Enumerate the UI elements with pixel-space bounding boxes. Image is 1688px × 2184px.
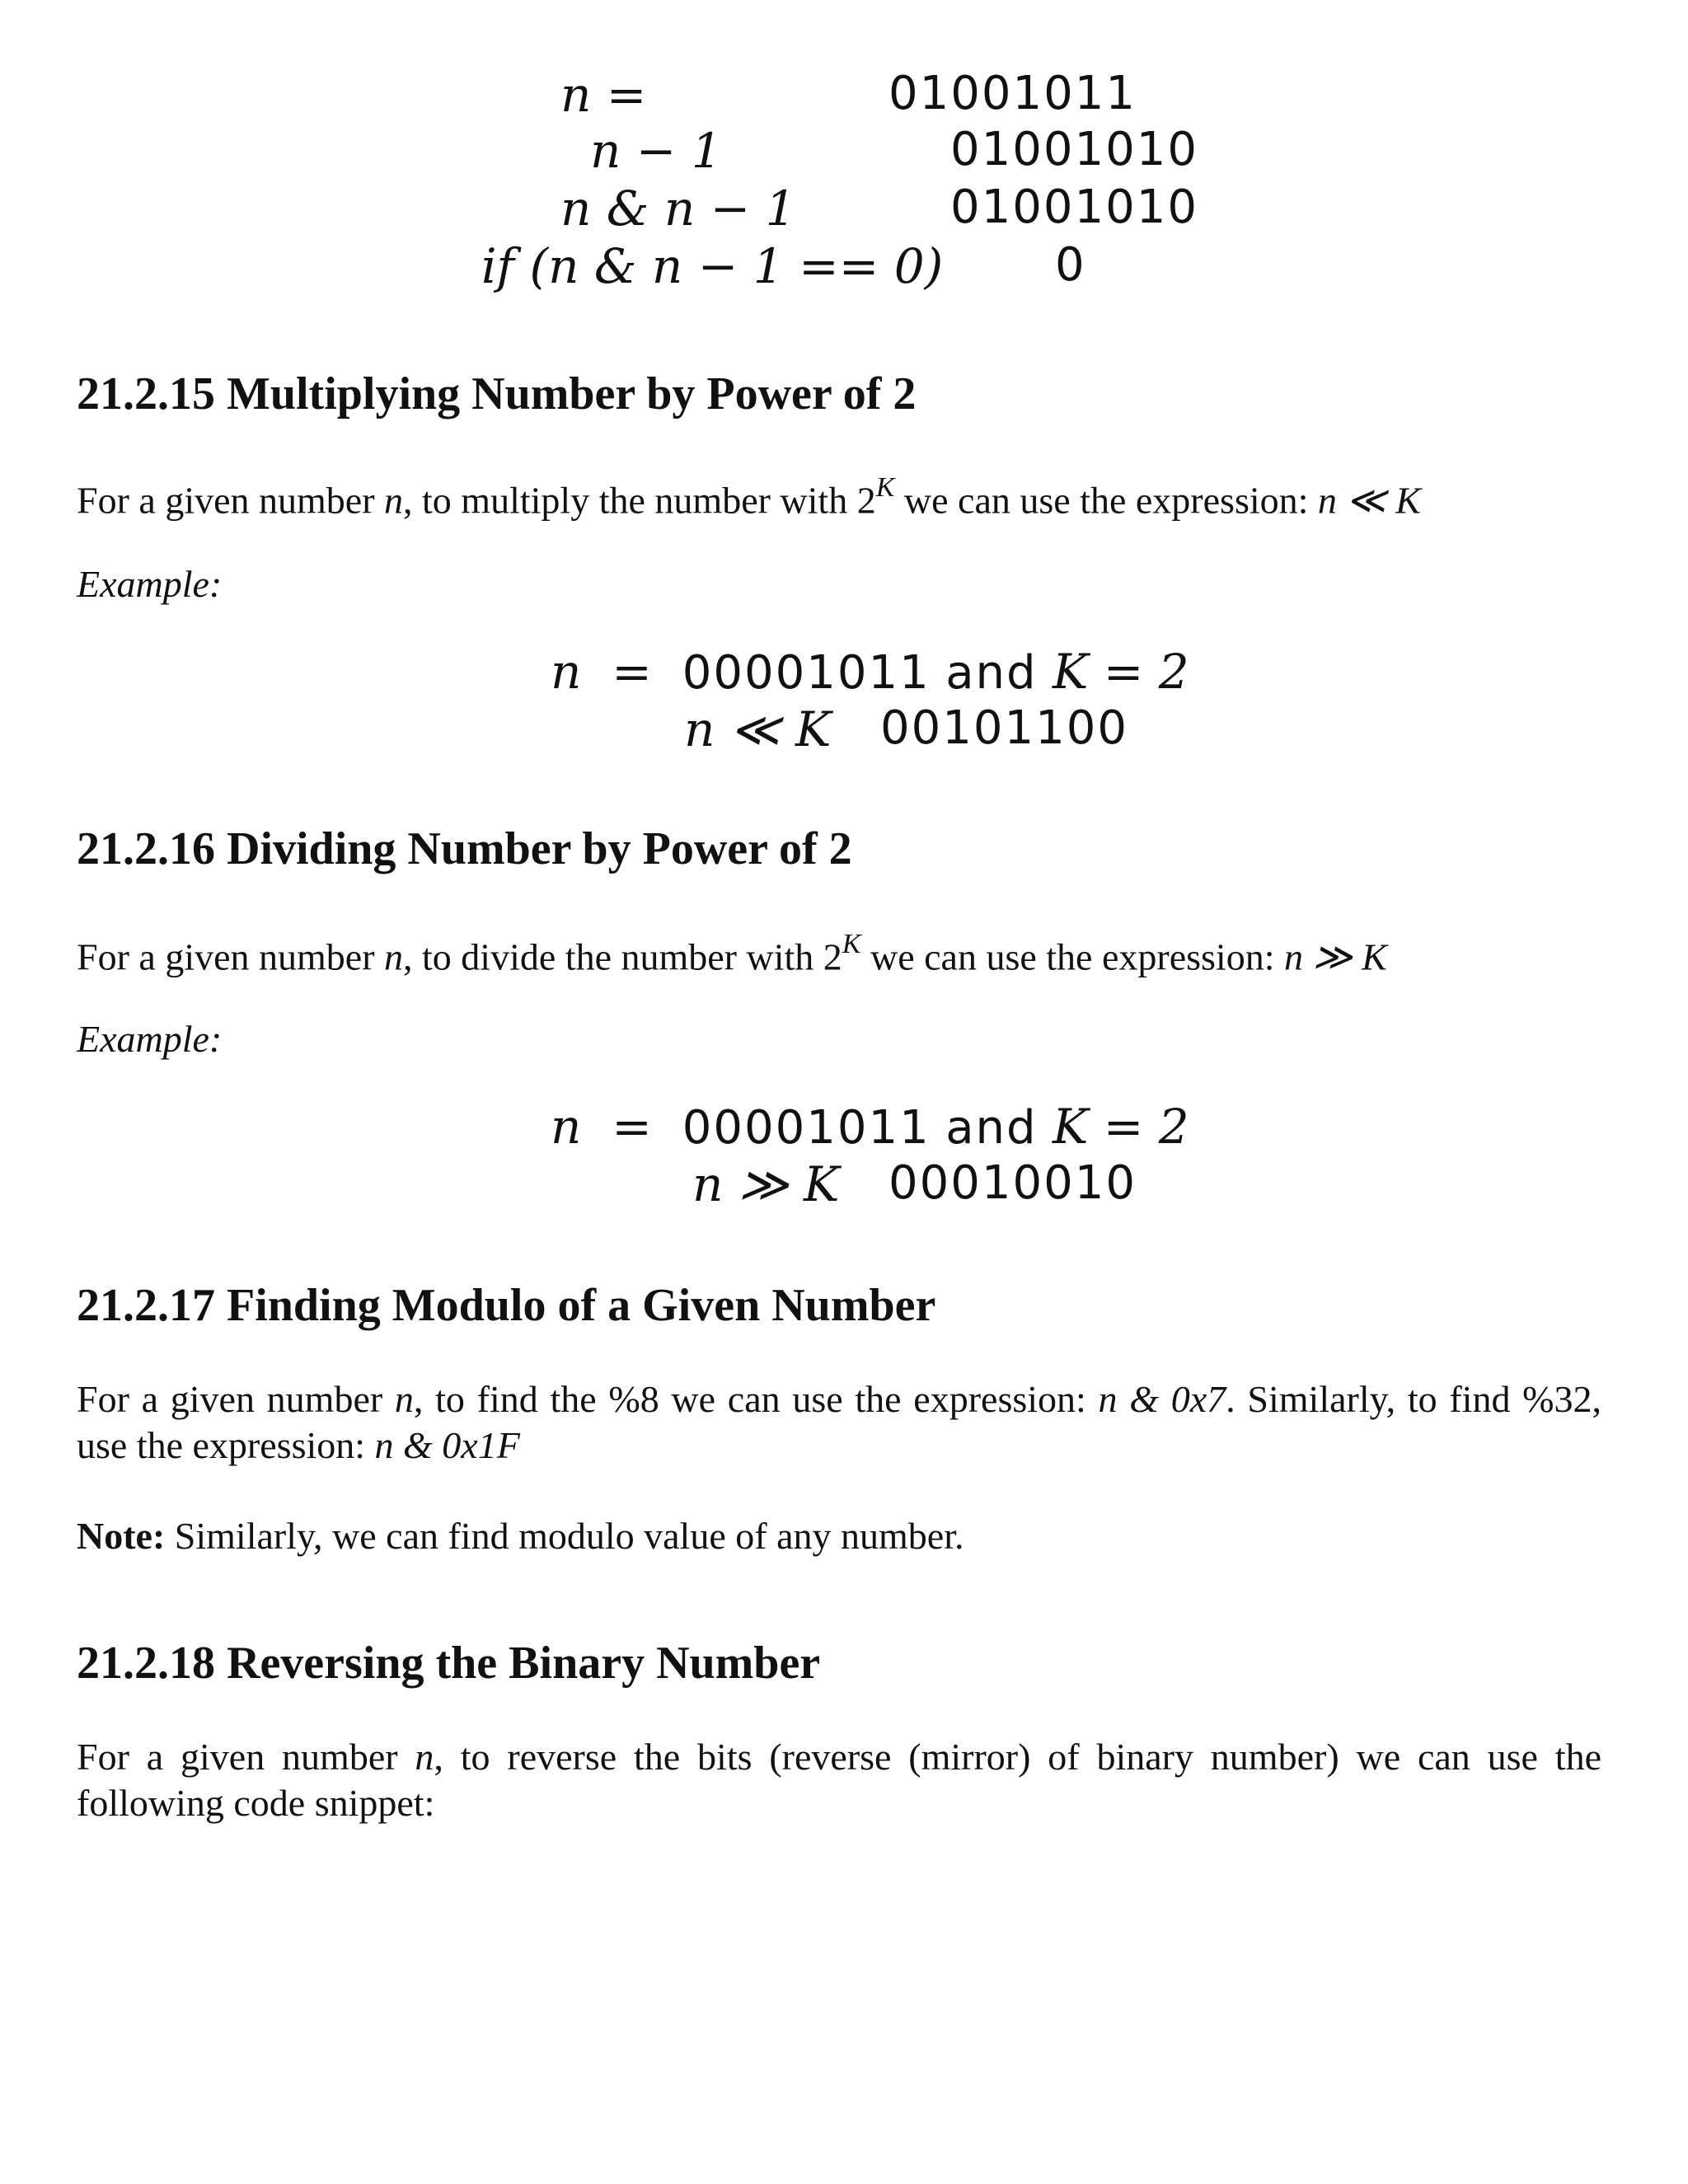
equation-line: n ≫ K: [692, 1156, 840, 1212]
example-label: Example:: [77, 1018, 223, 1060]
section-heading-reverse: 21.2.18 Reversing the Binary Number: [77, 1638, 821, 1689]
note-label: Note:: [77, 1515, 166, 1557]
equation-line: n ≪ K: [684, 701, 832, 757]
section-heading-multiply: 21.2.15 Multiplying Number by Power of 2: [77, 368, 917, 419]
section-heading-modulo: 21.2.17 Finding Modulo of a Given Number: [77, 1280, 936, 1331]
table-row-value: 01001010: [950, 123, 1199, 176]
section-heading-divide: 21.2.16 Dividing Number by Power of 2: [77, 823, 852, 874]
table-row-value: 01001011: [889, 67, 1137, 120]
paragraph-reverse: For a given number n, to reverse the bits (reverse (mirror) of binary number) we can use the following code snippet:: [77, 1736, 1601, 1824]
table-row-label: n & n − 1: [560, 180, 796, 237]
paragraph-modulo: For a given number n, to find the %8 we can use the expression: n & 0x7. Similarly, to find %32, use the expression: n & 0x1F: [77, 1378, 1601, 1466]
table-row-label: n − 1: [590, 123, 722, 179]
example-label: Example:: [77, 563, 223, 605]
table-row-value: 01001010: [950, 180, 1199, 234]
note-paragraph: Note: Similarly, we can find modulo value of any number.: [77, 1515, 964, 1557]
table-row-value: 0: [1055, 238, 1086, 292]
paragraph-multiply: For a given number n, to multiply the number with $2^K$ we can use the expression: n ≪ K: [77, 472, 1421, 522]
equation-line: n = 00001011 and K = 2: [551, 1099, 1189, 1155]
equation-line: n = 00001011 and K = 2: [551, 644, 1189, 700]
equation-result: 00101100: [880, 701, 1129, 755]
paragraph-divide: For a given number n, to divide the number with $2^K$ we can use the expression: n ≫ K: [77, 929, 1387, 978]
table-row-label: n =: [560, 67, 647, 123]
table-row-label: if (n & n − 1 == 0): [481, 238, 944, 294]
equation-result: 00010010: [889, 1156, 1137, 1210]
